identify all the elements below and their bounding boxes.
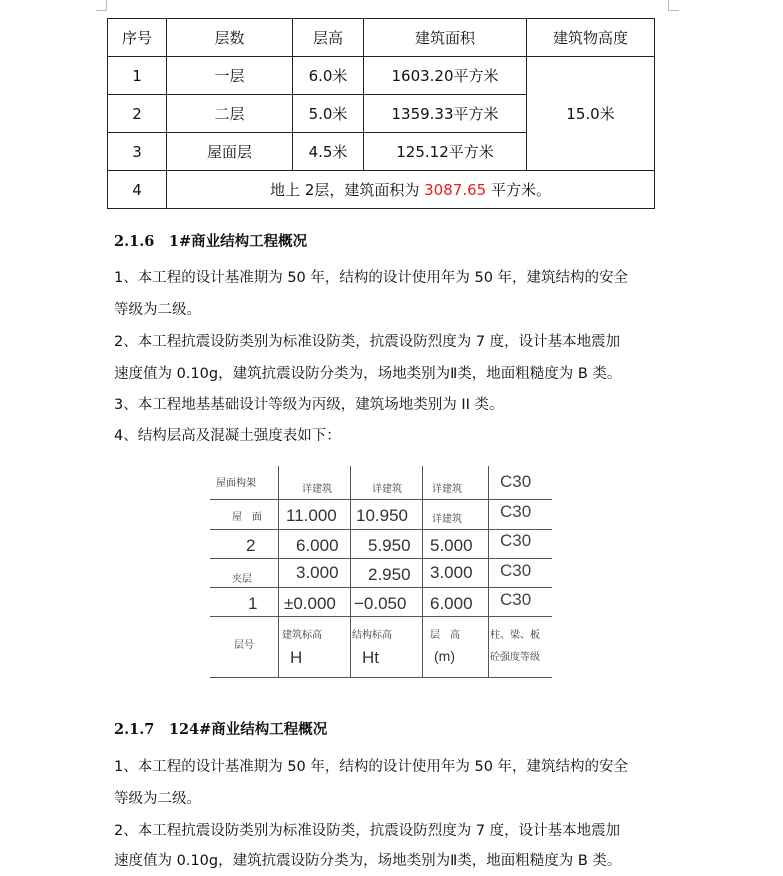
table-row <box>108 57 655 95</box>
footer-struct-elev-label: 结构标高 <box>352 630 392 641</box>
summary-row <box>108 171 655 209</box>
row-floor: 一层 <box>167 57 293 95</box>
paragraph-2b: 速度值为 0.10g，建筑抗震设防分类为，场地类别为Ⅱ类，地面粗糙度为 B 类。 <box>114 366 622 382</box>
paragraph-1a: 1、本工程的设计基准期为 50 年，结构的设计使用年为 50 年，建筑结构的安全 <box>114 270 629 286</box>
section-heading-217: 2.1.7 124#商业结构工程概况 <box>114 721 328 738</box>
cell-concrete-grade: C30 <box>500 561 532 580</box>
summary-text <box>167 171 655 209</box>
row-area: 1359.33平方米 <box>364 95 527 133</box>
footer-floor-height-unit: (m) <box>434 648 455 664</box>
floor-area-table <box>107 18 655 209</box>
header-area: 建筑面积 <box>364 19 527 57</box>
row-area: 1603.20平方米 <box>364 57 527 95</box>
margin-corner-right <box>668 0 679 11</box>
footer-floor-height-label: 层 高 <box>430 630 460 641</box>
header-height: 层高 <box>293 19 364 57</box>
row-floor: 二层 <box>167 95 293 133</box>
cell-concrete-grade: C30 <box>500 472 532 491</box>
row-height: 4.5米 <box>293 133 364 171</box>
level-roof-frame: 屋面构架 <box>216 478 256 489</box>
paragraph-4: 4、结构层高及混凝土强度表如下： <box>114 428 341 444</box>
building-height-cell: 15.0米 <box>527 57 655 171</box>
cell-arch-elev: 3.000 <box>296 563 339 582</box>
cell-floor-height: 详建筑 <box>432 514 462 525</box>
cell-struct-elev: 2.950 <box>368 565 411 584</box>
paragraph-1b: 等级为二级。 <box>114 302 201 318</box>
row-no: 1 <box>108 57 167 95</box>
summary-total-area: 3087.65 <box>424 181 487 199</box>
row-area: 125.12平方米 <box>364 133 527 171</box>
summary-prefix: 地上 2层，建筑面积为 <box>270 181 425 199</box>
header-building-height: 建筑物高度 <box>527 19 655 57</box>
cell-struct-elev: 10.950 <box>356 506 408 525</box>
footer-concrete-label-2: 砼强度等级 <box>490 652 540 663</box>
cell-struct-elev: 5.950 <box>368 536 411 555</box>
cell-struct-elev: −0.050 <box>354 594 407 613</box>
cell-arch-elev: 6.000 <box>296 536 339 555</box>
floor-level-concrete-table <box>210 466 552 678</box>
row-no: 2 <box>108 95 167 133</box>
cell-arch-elev: 11.000 <box>286 506 337 525</box>
paragraph-1a: 1、本工程的设计基准期为 50 年，结构的设计使用年为 50 年，建筑结构的安全 <box>114 759 629 775</box>
level-roof: 屋 面 <box>232 512 262 523</box>
level-mezzanine: 夹层 <box>232 574 252 585</box>
footer-arch-elev-label: 建筑标高 <box>282 630 322 641</box>
footer-struct-elev-symbol: Ht <box>362 648 379 667</box>
header-no: 序号 <box>108 19 167 57</box>
paragraph-2b: 速度值为 0.10g，建筑抗震设防分类为，场地类别为Ⅱ类，地面粗糙度为 B 类。 <box>114 853 622 869</box>
header-floor: 层数 <box>167 19 293 57</box>
cell-struct-elev: 详建筑 <box>372 484 402 495</box>
cell-concrete-grade: C30 <box>500 531 532 550</box>
cell-floor-height: 详建筑 <box>432 484 462 495</box>
row-height: 6.0米 <box>293 57 364 95</box>
margin-corner-left <box>96 0 107 11</box>
cell-floor-height: 3.000 <box>430 563 473 582</box>
footer-arch-elev-symbol: H <box>290 648 303 667</box>
paragraph-3: 3、本工程地基基础设计等级为丙级，建筑场地类别为 II 类。 <box>114 397 504 413</box>
level-1: 1 <box>248 594 258 613</box>
row-floor: 屋面层 <box>167 133 293 171</box>
cell-arch-elev: ±0.000 <box>284 594 336 613</box>
paragraph-2a: 2、本工程抗震设防类别为标准设防类，抗震设防烈度为 7 度，设计基本地震加 <box>114 334 621 350</box>
cell-concrete-grade: C30 <box>500 502 532 521</box>
footer-level-no: 层号 <box>234 640 254 651</box>
table-header-row <box>108 19 655 57</box>
cell-floor-height: 5.000 <box>430 536 473 555</box>
section-heading-216: 2.1.6 1#商业结构工程概况 <box>114 233 308 250</box>
summary-suffix: 平方米。 <box>486 181 551 199</box>
cell-floor-height: 6.000 <box>430 594 473 613</box>
footer-concrete-label-1: 柱、梁、板 <box>490 630 540 641</box>
level-2: 2 <box>246 536 256 555</box>
row-no: 3 <box>108 133 167 171</box>
cell-concrete-grade: C30 <box>500 590 532 609</box>
paragraph-2a: 2、本工程抗震设防类别为标准设防类，抗震设防烈度为 7 度，设计基本地震加 <box>114 823 621 839</box>
paragraph-1b: 等级为二级。 <box>114 791 201 807</box>
row-height: 5.0米 <box>293 95 364 133</box>
summary-no: 4 <box>108 171 167 209</box>
cell-arch-elev: 详建筑 <box>302 484 332 495</box>
